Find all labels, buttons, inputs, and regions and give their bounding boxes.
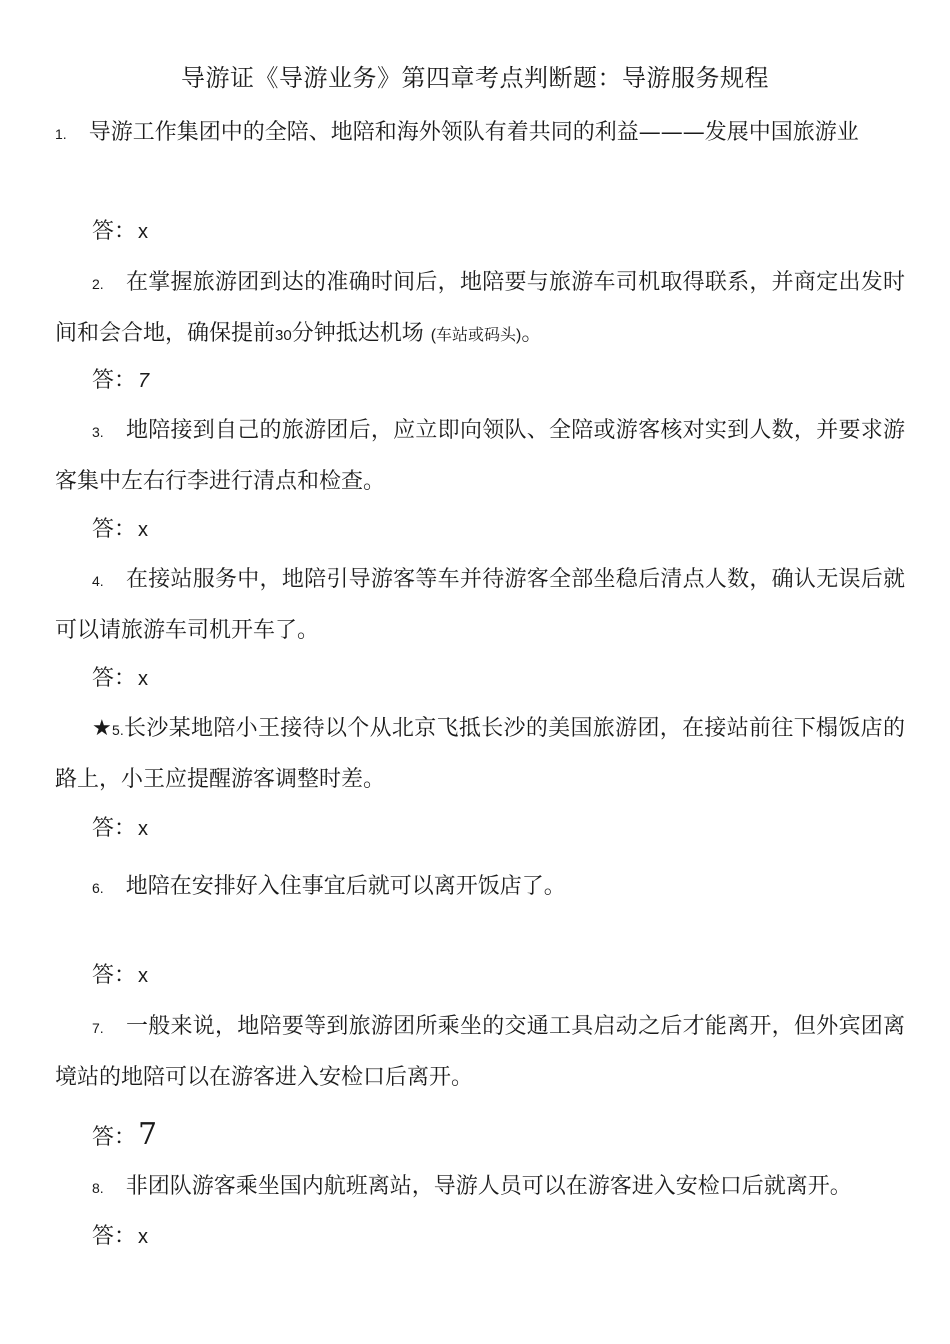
answer-7 [92,1117,158,1153]
answer-value: x [138,221,149,243]
question-1 [55,108,905,159]
question-text: 在接站服务中，地陪引导游客等车并待游客全部坐稳后清点人数，确认无误后就可以请旅游车司机开车了。 [55,567,905,643]
answer-value: 7 [138,370,150,392]
document-title: 导游证《导游业务》第四章考点判断题：导游服务规程 [181,64,769,92]
question-number: 4. [92,573,104,589]
question-7 [55,1002,905,1103]
answer-value: x [138,519,149,541]
answer-label: 答： [92,666,137,691]
answer-label: 答： [92,816,137,841]
question-number: 6. [92,880,104,896]
answer-value: x [138,668,149,690]
question-number: 8. [92,1180,104,1196]
question-text: 在掌握旅游团到达的准确时间后，地陪要与旅游车司机取得联系，并商定出发时间和会合地，确保提前 [55,270,905,346]
question-8 [55,1162,905,1213]
question-text: 一般来说，地陪要等到旅游团所乘坐的交通工具启动之后才能离开，但外宾团离境站的地陪可以在游客进入安检口后离开。 [55,1014,905,1090]
answer-1 [92,217,148,247]
question-number: 7. [92,1020,104,1036]
answer-8 [92,1222,148,1252]
answer-value: x [138,818,149,840]
question-text-paren: (车站或码头) [430,327,522,344]
answer-value: 7 [138,1117,158,1152]
answer-2 [92,366,149,396]
question-5 [55,704,905,805]
question-6 [55,862,905,913]
answer-5 [92,814,148,844]
answer-label: 答： [92,219,137,244]
question-number: 3. [92,424,104,440]
question-text: 地陪在安排好入住事宜后就可以离开饭店了。 [125,874,566,899]
question-text-mid: 分钟抵达机场 [291,321,424,346]
answer-label: 答： [92,368,137,393]
question-text-end: 。 [521,321,544,346]
answer-value: x [138,1226,149,1248]
answer-4 [92,664,148,694]
question-text: 地陪接到自己的旅游团后，应立即向领队、全陪或游客核对实到人数，并要求游客集中左右行李进行清点和检查。 [55,418,905,494]
question-number: 5. [112,722,124,738]
question-2 [55,258,905,361]
answer-label: 答： [92,963,137,988]
answer-3 [92,515,148,545]
question-number: 1. [55,126,67,142]
answer-label: 答： [92,1125,137,1150]
question-4 [55,555,905,656]
question-text: 导游工作集团中的全陪、地陪和海外领队有着共同的利益———发展中国旅游业 [88,120,859,145]
question-text-number: 30 [275,327,292,344]
question-text: 非团队游客乘坐国内航班离站，导游人员可以在游客进入安检口后就离开。 [125,1174,852,1199]
answer-value: x [138,965,149,987]
answer-label: 答： [92,517,137,542]
answer-6 [92,961,148,991]
star-icon: ★ [92,716,113,741]
question-3 [55,406,905,507]
question-number: 2. [92,276,104,292]
question-text: 长沙某地陪小王接待以个从北京飞抵长沙的美国旅游团，在接站前往下榻饭店的路上，小王应提醒游客调整时差。 [55,716,905,792]
answer-label: 答： [92,1224,137,1249]
